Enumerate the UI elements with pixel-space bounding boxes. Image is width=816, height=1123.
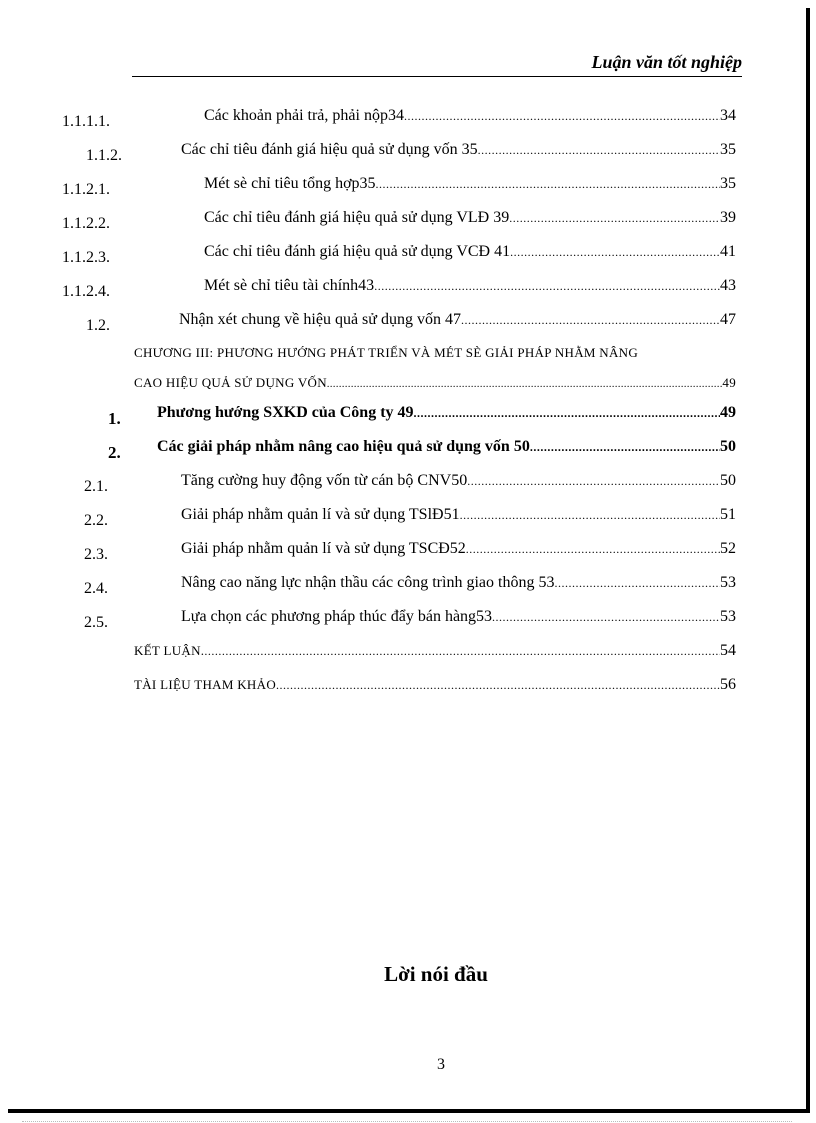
toc-link[interactable] bbox=[204, 106, 736, 126]
toc-row bbox=[0, 403, 816, 431]
toc-leader-dots bbox=[374, 276, 720, 296]
toc-page: 50 bbox=[720, 438, 736, 455]
toc-text: Lựa chọn các phương pháp thúc đẩy bán hàng53 bbox=[181, 608, 493, 625]
toc-text: Giải pháp nhằm quản lí và sử dụng TSlĐ51 bbox=[181, 506, 460, 523]
toc-number: 1.1.1.1. bbox=[62, 113, 110, 130]
toc-leader-dots bbox=[510, 242, 720, 262]
page-number: 3 bbox=[437, 1056, 445, 1073]
toc-row bbox=[0, 208, 816, 236]
toc-number: 1.1.2.2. bbox=[62, 215, 110, 232]
toc-leader-dots bbox=[414, 403, 720, 423]
toc-leader-dots bbox=[327, 375, 722, 395]
toc-link[interactable] bbox=[181, 607, 736, 627]
toc-link[interactable] bbox=[204, 174, 736, 194]
toc-number: 1.1.2.1. bbox=[62, 181, 110, 198]
toc-link[interactable] bbox=[181, 573, 736, 593]
toc-number: 2. bbox=[108, 443, 121, 462]
toc-text: Các chỉ tiêu đánh giá hiệu quả sử dụng vốn 35 bbox=[181, 141, 478, 158]
toc-text: Các khoản phải trả, phải nộp34 bbox=[204, 107, 404, 124]
toc-link[interactable] bbox=[157, 437, 736, 457]
toc-page: 50 bbox=[720, 472, 736, 489]
toc-number: 1.2. bbox=[86, 317, 110, 334]
toc-row bbox=[0, 437, 816, 465]
toc-number: 2.2. bbox=[84, 512, 108, 529]
toc-page: 49 bbox=[720, 404, 736, 421]
toc-text: CAO HIỆU QUẢ SỬ DỤNG VỐN bbox=[134, 375, 327, 390]
toc-text: TÀI LIỆU THAM KHẢO bbox=[134, 677, 277, 692]
toc-link[interactable] bbox=[181, 505, 736, 525]
toc-row bbox=[0, 140, 816, 168]
toc-text: Phương hướng SXKD của Công ty 49 bbox=[157, 404, 414, 421]
toc-link[interactable] bbox=[181, 471, 736, 491]
toc-leader-dots bbox=[467, 471, 720, 491]
toc-row bbox=[0, 675, 816, 703]
toc-number: 1.1.2. bbox=[86, 147, 122, 164]
toc-page: 49 bbox=[722, 375, 736, 390]
toc-number: 2.1. bbox=[84, 478, 108, 495]
toc-leader-dots bbox=[466, 539, 720, 559]
toc-leader-dots bbox=[460, 505, 720, 525]
toc-leader-dots bbox=[509, 208, 720, 228]
toc-text: Tăng cường huy động vốn từ cán bộ CNV50 bbox=[181, 472, 468, 489]
toc-text: Nhận xét chung về hiệu quả sử dụng vốn 47 bbox=[179, 311, 461, 328]
toc-row bbox=[0, 276, 816, 304]
toc-row bbox=[0, 573, 816, 601]
toc-page: 35 bbox=[720, 175, 736, 192]
toc-row bbox=[0, 310, 816, 338]
toc-row bbox=[0, 106, 816, 134]
toc-leader-dots bbox=[276, 675, 720, 695]
toc-link[interactable] bbox=[157, 403, 736, 423]
toc-link[interactable] bbox=[204, 208, 736, 228]
toc-row bbox=[0, 607, 816, 635]
toc-page: 54 bbox=[720, 642, 736, 659]
toc-leader-dots bbox=[530, 437, 720, 457]
toc-page: 53 bbox=[720, 574, 736, 591]
header-title: Luận văn tốt nghiệp bbox=[591, 52, 742, 72]
toc-link[interactable] bbox=[204, 276, 736, 296]
toc-text: Mét sè chỉ tiêu tổng hợp35 bbox=[204, 175, 376, 192]
toc-leader-dots bbox=[461, 310, 720, 330]
toc-page: 35 bbox=[720, 141, 736, 158]
toc-link[interactable] bbox=[134, 343, 736, 363]
toc-link[interactable] bbox=[204, 242, 736, 262]
toc-page: 47 bbox=[720, 311, 736, 328]
toc-page: 53 bbox=[720, 608, 736, 625]
toc-row bbox=[0, 641, 816, 669]
toc-page: 51 bbox=[720, 506, 736, 523]
toc-text: Các chỉ tiêu đánh giá hiệu quả sử dụng VCĐ 41 bbox=[204, 243, 511, 260]
toc-row bbox=[0, 343, 816, 371]
toc-text: Mét sè chỉ tiêu tài chính43 bbox=[204, 277, 375, 294]
toc-number: 2.5. bbox=[84, 614, 108, 631]
section-heading: Lời nói đầu bbox=[384, 962, 488, 986]
page-bottom-dotted-line bbox=[22, 1121, 792, 1122]
toc-text: Các chỉ tiêu đánh giá hiệu quả sử dụng VLĐ 39 bbox=[204, 209, 510, 226]
toc-leader-dots bbox=[478, 140, 720, 160]
toc-leader-dots bbox=[204, 641, 720, 661]
toc-link[interactable] bbox=[134, 373, 736, 395]
toc-link[interactable] bbox=[134, 641, 736, 661]
page-shadow-bottom bbox=[8, 1109, 810, 1113]
toc-link[interactable] bbox=[181, 539, 736, 559]
toc-page: 41 bbox=[720, 243, 736, 260]
toc-link[interactable] bbox=[179, 310, 736, 330]
toc-page: 34 bbox=[720, 107, 736, 124]
toc-page: 39 bbox=[720, 209, 736, 226]
toc-number: 2.3. bbox=[84, 546, 108, 563]
toc-row bbox=[0, 505, 816, 533]
toc-number: 2.4. bbox=[84, 580, 108, 597]
toc-row bbox=[0, 471, 816, 499]
toc-row bbox=[0, 373, 816, 401]
toc-number: 1.1.2.3. bbox=[62, 249, 110, 266]
toc-leader-dots bbox=[554, 573, 720, 593]
toc-text: KẾT LUẬN. bbox=[134, 643, 205, 658]
toc-page: 56 bbox=[720, 676, 736, 693]
toc-row bbox=[0, 242, 816, 270]
toc-text: CHƯƠNG III: PHƯƠNG HƯỚNG PHÁT TRIỂN VÀ MÉT SÈ GIẢI PHÁP NHẰM NÂNG bbox=[134, 345, 639, 360]
toc-row bbox=[0, 174, 816, 202]
toc-number: 1.1.2.4. bbox=[62, 283, 110, 300]
toc-text: Nâng cao năng lực nhận thầu các công trình giao thông 53 bbox=[181, 574, 555, 591]
toc-link[interactable] bbox=[134, 675, 736, 695]
toc-page: 43 bbox=[720, 277, 736, 294]
toc-text: Các giải pháp nhằm nâng cao hiệu quả sử dụng vốn 50 bbox=[157, 438, 530, 455]
toc-number: 1. bbox=[108, 409, 121, 428]
toc-page: 52 bbox=[720, 540, 736, 557]
toc-leader-dots bbox=[376, 174, 720, 194]
toc-leader-dots bbox=[492, 607, 720, 627]
header-rule bbox=[132, 76, 742, 77]
toc-link[interactable] bbox=[181, 140, 736, 160]
toc-leader-dots bbox=[404, 106, 720, 126]
toc-row bbox=[0, 539, 816, 567]
toc-text: Giải pháp nhằm quản lí và sử dụng TSCĐ52 bbox=[181, 540, 466, 557]
